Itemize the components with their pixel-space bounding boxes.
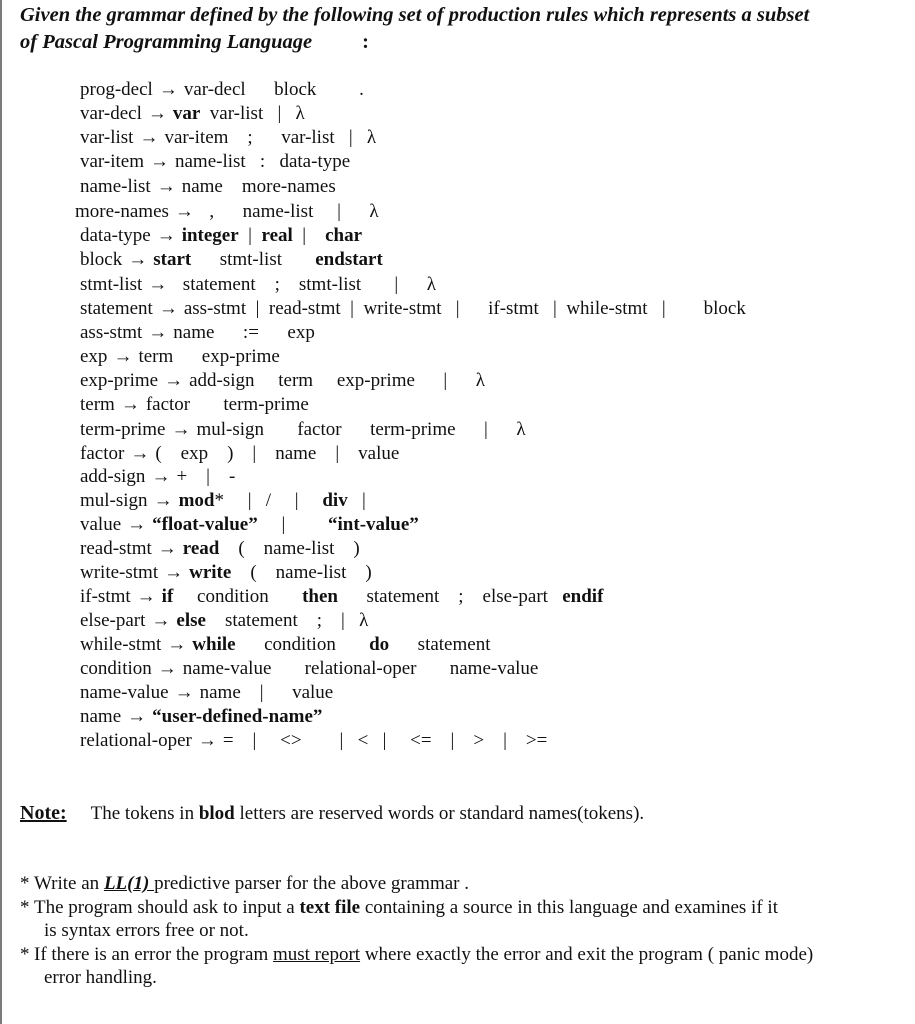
rule-lhs: value [80,514,122,535]
rule-lhs: factor [80,443,125,464]
rule-lhs: var-decl [80,103,142,124]
note [20,800,644,827]
rule-lhs: else-part [80,610,146,631]
rule-rhs: statement ; | λ [205,610,369,631]
production-rule-exp [80,345,280,369]
rule-lhs: var-list [80,127,134,148]
title-line-2-text: of Pascal Programming Language [20,31,313,53]
rule-lhs: stmt-list [80,274,143,295]
rule-lhs: mul-sign [80,490,148,511]
requirements-list [20,872,900,990]
req-text: containing a source in this language and examines if it [360,896,778,918]
production-rule-var-list [80,126,376,150]
rule-lhs: term-prime [80,419,166,440]
production-rule-condition [80,657,538,681]
rule-rhs: statement [389,634,491,655]
rule-keyword: real [261,225,293,246]
arrow-icon: → [197,730,217,751]
note-text-pre: The tokens in [90,803,199,824]
production-rule-value [80,513,419,537]
production-rule-name-value [80,681,333,705]
bullet-star: * [20,873,30,894]
req-text: If there is an error the program [34,943,273,965]
arrow-icon: → [158,298,178,319]
rule-keyword: do [369,634,390,655]
req-text: Write an [34,873,104,894]
arrow-icon: → [151,466,171,487]
arrow-icon: → [167,634,187,655]
arrow-icon: → [174,682,194,703]
arrow-icon: → [156,176,176,197]
rule-lhs: more-names [75,201,169,222]
rule-rhs: var-list | λ [200,103,305,124]
arrow-icon: → [120,394,140,415]
requirement-item [20,896,900,943]
rule-rhs: statement ; else-part [337,586,563,607]
production-rule-mul-sign [80,489,380,513]
rule-keyword: “int-value” [328,514,419,535]
rule-keyword: if [161,586,174,607]
rule-lhs: name-value [80,682,169,703]
arrow-icon: → [136,586,156,607]
rule-keyword: endif [562,586,604,607]
arrow-icon: → [156,225,176,246]
production-rule-name [80,705,322,729]
rule-rhs: + | - [176,466,236,487]
production-rule-while-stmt [80,633,490,657]
req-text: The program should ask to input a [34,896,300,918]
rule-lhs: block [80,249,123,270]
req-continuation: error handling. [44,967,157,988]
production-rule-term-prime [80,418,526,442]
production-rule-statement [80,297,746,321]
rule-rhs: var-item ; var-list | λ [164,127,377,148]
rule-lhs: exp [80,346,108,367]
arrow-icon: → [113,346,133,367]
rule-rhs: name | value [199,682,334,703]
arrow-icon: → [153,490,173,511]
requirement-item [20,872,900,896]
rule-rhs: name-value relational-oper name-value [182,658,539,679]
req-bold: text file [299,896,361,918]
requirement-item [20,943,900,990]
rule-lhs: statement [80,298,153,319]
rule-lhs: while-stmt [80,634,162,655]
arrow-icon: → [127,514,147,535]
rule-lhs: name [80,706,122,727]
rule-rhs: term exp-prime [138,346,280,367]
arrow-icon: → [151,610,171,631]
rule-rhs: | [238,225,262,246]
rule-keyword: mod [178,490,215,511]
rule-lhs: term [80,394,115,415]
rule-keyword: “user-defined-name” [152,706,323,727]
rule-rhs: name-list : data-type [174,151,351,172]
arrow-icon: → [149,151,169,172]
arrow-icon: → [148,322,168,343]
title-line-2 [20,29,900,56]
rule-keyword: write [189,562,232,583]
rule-rhs: | [347,490,381,511]
arrow-icon: → [164,370,184,391]
production-rule-write-stmt [80,561,372,585]
rule-rhs: | [257,514,329,535]
rule-lhs: add-sign [80,466,146,487]
production-rule-else-part [80,609,368,633]
production-rule-block [80,248,383,272]
rule-rhs: var-decl block . [183,79,364,100]
note-text-post: letters are reserved words or standard names(tokens). [234,803,645,824]
rule-lhs: if-stmt [80,586,131,607]
rule-rhs: condition [235,634,370,655]
rule-lhs: write-stmt [80,562,159,583]
rule-rhs: , name-list | λ [199,201,379,222]
req-ll1: LL(1) [103,873,155,894]
production-rule-factor [80,442,399,466]
arrow-icon: → [127,706,147,727]
rule-rhs: ( name-list ) [219,538,360,559]
arrow-icon: → [128,249,148,270]
arrow-icon: → [130,443,150,464]
assignment-title [20,2,900,56]
production-rule-var-item [80,150,350,174]
production-rule-stmt-list [80,273,436,297]
rule-keyword: while [192,634,236,655]
arrow-icon: → [158,79,178,100]
rule-keyword: endstart [315,249,383,270]
rule-keyword: char [325,225,363,246]
production-rule-prog-decl [80,78,364,102]
rule-rhs: ( name-list ) [231,562,372,583]
rule-rhs: statement ; stmt-list | λ [173,274,436,295]
rule-lhs: condition [80,658,152,679]
rule-rhs: condition [173,586,303,607]
rule-rhs: add-sign term exp-prime | λ [189,370,485,391]
production-rule-term [80,393,309,417]
rule-rhs: * | / | [214,490,323,511]
rule-lhs: var-item [80,151,144,172]
rule-lhs: exp-prime [80,370,159,391]
rule-keyword: integer [181,225,239,246]
arrow-icon: → [148,274,168,295]
rule-keyword: “float-value” [152,514,258,535]
rule-lhs: relational-oper [80,730,192,751]
note-text-bold: blod [198,803,235,824]
production-rule-relational-oper [80,729,547,753]
rule-keyword: div [322,490,348,511]
arrow-icon: → [164,562,184,583]
rule-rhs: name := exp [173,322,315,343]
production-rule-data-type [80,224,362,248]
title-colon: : [362,31,369,53]
rule-keyword: else [176,610,206,631]
rule-rhs: stmt-list [191,249,316,270]
req-underline: must report [272,943,361,965]
rule-keyword: read [182,538,220,559]
rule-rhs: = | <> | < | <= | > | >= [222,730,548,751]
production-rule-exp-prime [80,369,485,393]
rule-lhs: data-type [80,225,151,246]
arrow-icon: → [157,658,177,679]
bullet-star: * [20,943,30,965]
production-rule-add-sign [80,465,235,489]
production-rule-name-list [80,175,336,199]
page-left-border [0,0,2,1024]
bullet-star: * [20,896,30,918]
production-rule-more-names [75,200,379,224]
rule-rhs: factor term-prime [145,394,309,415]
req-continuation: is syntax errors free or not. [44,920,249,941]
production-rule-ass-stmt [80,321,315,345]
title-line-1: Given the grammar defined by the following set of production rules which represents a subset [20,4,810,26]
arrow-icon: → [174,201,194,222]
production-rule-if-stmt [80,585,603,609]
arrow-icon: → [139,127,159,148]
arrow-icon: → [171,419,191,440]
rule-rhs: | [292,225,326,246]
rule-rhs: ( exp ) | name | value [155,443,400,464]
rule-rhs: mul-sign factor term-prime | λ [196,419,526,440]
req-text: where exactly the error and exit the program ( panic mode) [360,943,814,965]
rule-lhs: name-list [80,176,151,197]
rule-keyword: var [172,103,201,124]
req-text: predictive parser for the above grammar . [154,873,470,894]
rule-lhs: ass-stmt [80,322,143,343]
note-label: Note: [20,802,67,824]
rule-rhs: ass-stmt | read-stmt | write-stmt | if-stmt | while-stmt | block [183,298,746,319]
rule-keyword: then [302,586,338,607]
rule-lhs: read-stmt [80,538,152,559]
rule-keyword: start [153,249,192,270]
arrow-icon: → [147,103,167,124]
arrow-icon: → [157,538,177,559]
rule-rhs: name more-names [181,176,336,197]
production-rule-var-decl [80,102,305,126]
production-rule-read-stmt [80,537,360,561]
rule-lhs: prog-decl [80,79,153,100]
